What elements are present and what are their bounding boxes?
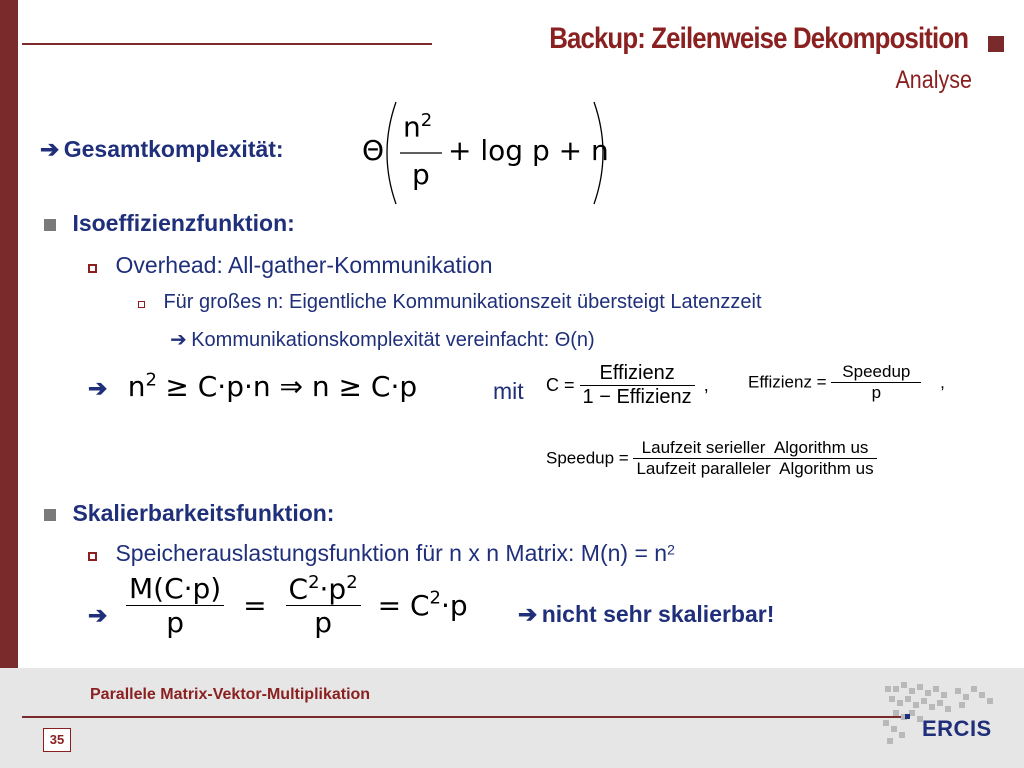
footer-title: Parallele Matrix-Vektor-Multiplikation bbox=[90, 686, 371, 703]
speedup-def-den: Laufzeit paralleler Algorithm us bbox=[633, 458, 876, 479]
c-def-fraction bbox=[580, 362, 695, 409]
eff-def-sep: , bbox=[940, 372, 945, 392]
left-accent-bar bbox=[0, 0, 18, 768]
hollow-small-bullet-icon bbox=[138, 301, 145, 308]
mfrac-rhs: ·p bbox=[440, 589, 468, 623]
page-number: 35 bbox=[43, 728, 71, 752]
overhead-text: Overhead: All-gather-Kommunikation bbox=[115, 252, 493, 278]
numerator-exponent: 2 bbox=[420, 110, 433, 131]
arrow-right-icon: ➔ bbox=[518, 601, 538, 627]
eff-def-den: p bbox=[831, 382, 921, 403]
mfrac-num2 bbox=[286, 572, 361, 605]
mfrac-den2: p bbox=[286, 605, 361, 639]
eff-def-lhs: Effizienz = bbox=[748, 372, 827, 392]
arrow-right-icon: ➔ bbox=[88, 375, 108, 402]
ercis-logo-text: ERCIS bbox=[922, 716, 992, 741]
fuer-grosses-row bbox=[138, 291, 762, 314]
speedup-definition bbox=[546, 438, 877, 479]
formula-rest: + log p + n bbox=[448, 134, 609, 167]
speedup-def-fraction bbox=[633, 438, 876, 479]
speicher-text: Speicherauslastungsfunktion für n x n Matrix: M(n) = n bbox=[115, 540, 668, 566]
mfrac-rhs-exp: 2 bbox=[429, 587, 441, 609]
speedup-def-lhs: Speedup = bbox=[546, 448, 629, 468]
c-definition bbox=[546, 362, 709, 409]
conclusion-row bbox=[518, 601, 774, 628]
ineq-rest: ≥ C·p·n ⇒ n ≥ C·p bbox=[165, 370, 418, 404]
slide-subtitle: Analyse bbox=[895, 66, 972, 94]
mit-label: mit bbox=[493, 378, 524, 404]
title-square-icon bbox=[988, 36, 1004, 52]
mfrac-second bbox=[286, 572, 361, 639]
mfrac-num2-b: ·p bbox=[319, 572, 347, 606]
arrow-thin-right-icon: ➔ bbox=[170, 329, 187, 351]
overhead-row bbox=[88, 252, 493, 279]
mfrac-num2-exp-a: 2 bbox=[308, 572, 320, 593]
hollow-bullet-icon bbox=[88, 264, 97, 273]
eff-def-num: Speedup bbox=[842, 362, 911, 381]
arrow-right-icon: ➔ bbox=[40, 136, 60, 162]
mfrac-first bbox=[126, 572, 224, 639]
gesamt-label: Gesamtkomplexität: bbox=[63, 136, 284, 162]
square-bullet-icon bbox=[44, 219, 56, 231]
ineq-lhs bbox=[128, 370, 157, 403]
theta-symbol: Θ bbox=[362, 134, 385, 167]
kommunikation-text: Kommunikationskomplexität vereinfacht: Θ(n) bbox=[191, 329, 595, 351]
footer-rule bbox=[22, 716, 902, 718]
slide-title: Backup: Zeilenweise Dekomposition bbox=[549, 22, 968, 55]
skal-row bbox=[44, 500, 334, 527]
mfrac-num1: M(C·p) bbox=[129, 572, 222, 606]
eff-definition bbox=[748, 362, 945, 403]
hollow-bullet-icon bbox=[88, 552, 97, 561]
header-rule bbox=[22, 43, 432, 45]
mfrac-den1: p bbox=[126, 605, 224, 639]
c-def-sep: , bbox=[703, 375, 709, 395]
mfrac-num2-a: C bbox=[288, 572, 309, 606]
c-def-num: Effizienz bbox=[599, 362, 675, 384]
kommunikation-row bbox=[170, 327, 595, 352]
footer-band bbox=[0, 668, 1024, 768]
iso-row bbox=[44, 210, 295, 237]
speedup-def-num: Laufzeit serieller Algorithm us bbox=[641, 438, 869, 457]
c-def-lhs: C = bbox=[546, 375, 575, 395]
ineq-lhs-base: n bbox=[127, 370, 146, 404]
arrow-right-icon: ➔ bbox=[88, 602, 108, 628]
c-def-den: 1 − Effizienz bbox=[580, 385, 695, 409]
mfrac-eq1: = bbox=[243, 589, 267, 623]
frac-numerator bbox=[403, 110, 432, 143]
frac-denominator: p bbox=[412, 158, 430, 191]
mfrac-eq2: = C bbox=[377, 589, 430, 623]
iso-heading: Isoeffizienzfunktion: bbox=[72, 210, 295, 236]
mfrac-num2-exp-b: 2 bbox=[346, 572, 358, 593]
ineq-row bbox=[88, 370, 417, 403]
gesamt-row bbox=[40, 136, 284, 163]
arrow-mfrac-row bbox=[88, 602, 107, 629]
speicher-row bbox=[88, 540, 675, 567]
fuer-grosses-text: Für großes n: Eigentliche Kommunikationszeit übersteigt Latenzzeit bbox=[163, 291, 762, 313]
eff-def-fraction bbox=[831, 362, 921, 403]
square-bullet-icon bbox=[44, 509, 56, 521]
skal-heading: Skalierbarkeitsfunktion: bbox=[72, 500, 335, 526]
numerator-base: n bbox=[403, 110, 421, 144]
speicher-exp: 2 bbox=[667, 541, 675, 558]
ineq-lhs-exp: 2 bbox=[145, 370, 157, 391]
conclusion-text: nicht sehr skalierbar! bbox=[541, 601, 775, 627]
mfrac-formula bbox=[126, 572, 468, 639]
